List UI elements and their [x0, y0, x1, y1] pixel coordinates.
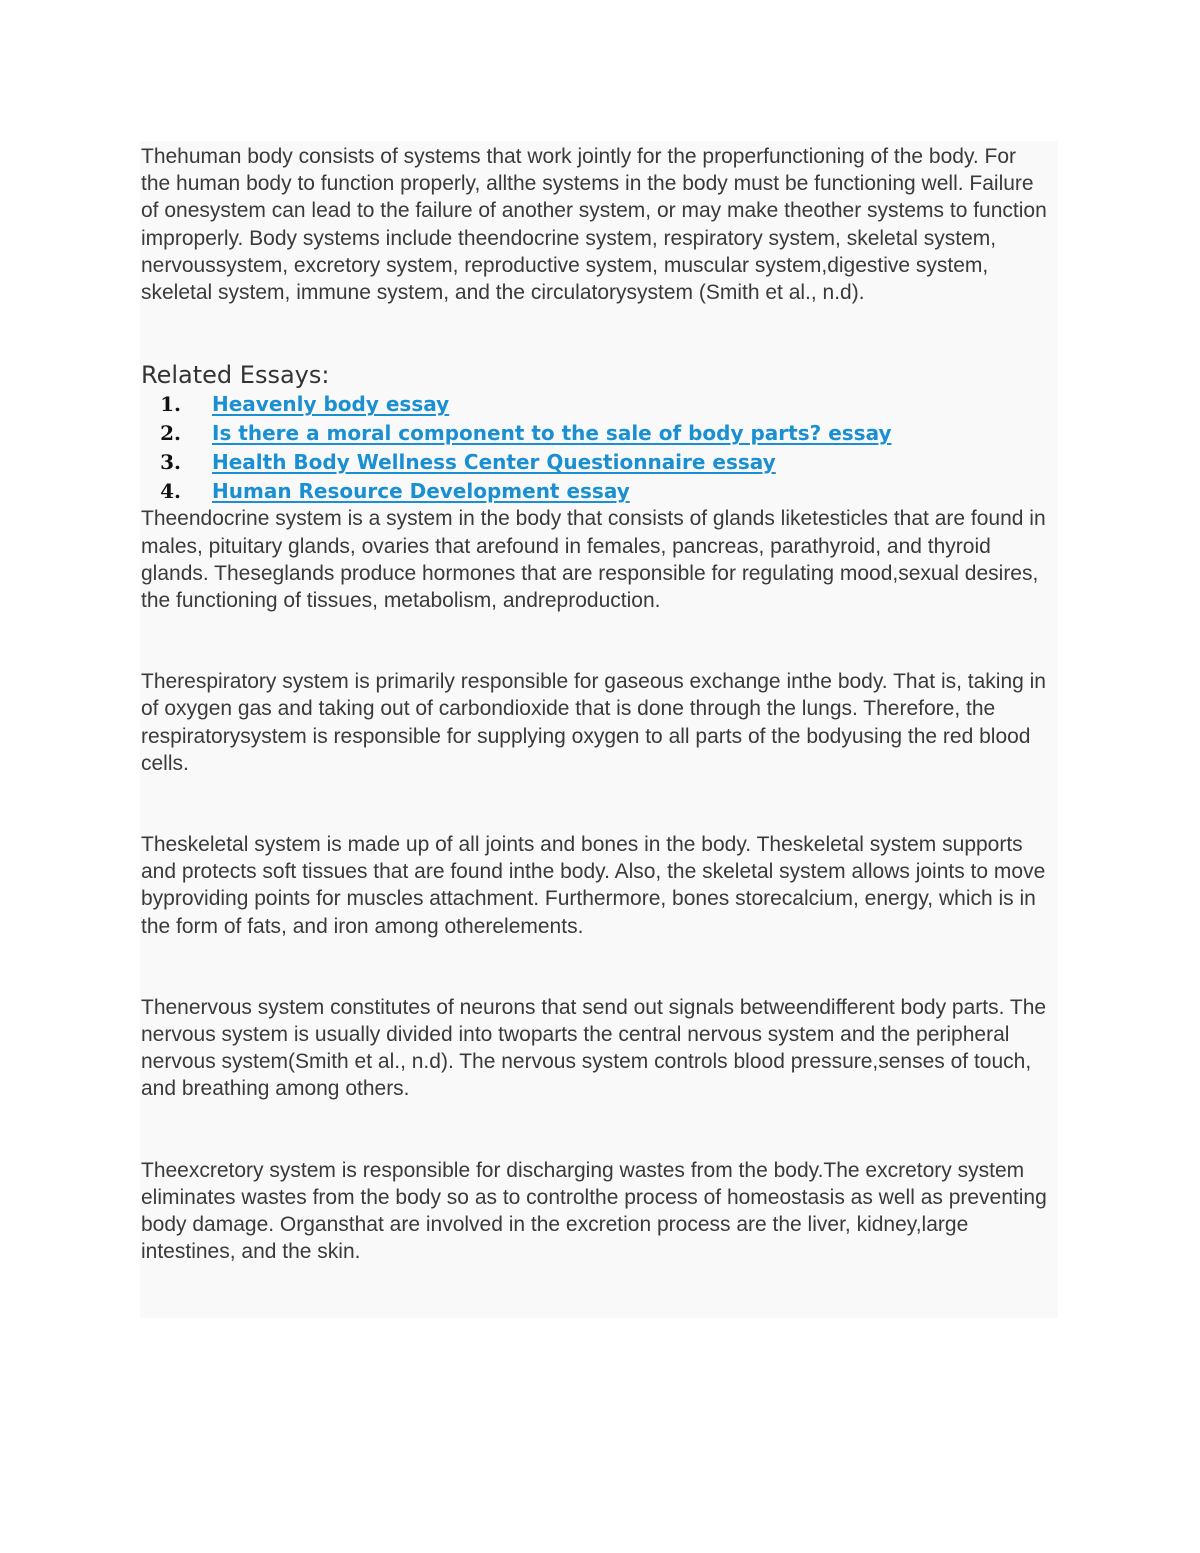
- related-essays-list: [141, 390, 1050, 505]
- list-item: [141, 419, 1050, 448]
- related-essays-heading: Related Essays:: [141, 361, 330, 390]
- document-body: [140, 141, 1058, 1318]
- list-number: 4.: [160, 478, 181, 503]
- list-item: [141, 477, 1050, 506]
- spacer: [141, 614, 1050, 668]
- list-item: [141, 390, 1050, 419]
- related-essay-link-3[interactable]: Health Body Wellness Center Questionnaire essay: [212, 449, 776, 474]
- list-number: 2.: [160, 421, 181, 446]
- respiratory-paragraph: Therespiratory system is primarily responsible for gaseous exchange inthe body. That is, taking in of oxygen gas and taking out of carbondioxide that is done through the lungs. Therefore, the respiratorysystem is responsible for supplying oxygen to all parts of the bodyusing the red blood cells.: [141, 670, 1046, 775]
- excretory-paragraph: Theexcretory system is responsible for discharging wastes from the body.The excretory system eliminates wastes from the body so as to controlthe process of homeostasis as well as preventing body damage. Organsthat are involved in the excretion process are the liver, kidney,large intestines, and the skin.: [141, 1158, 1047, 1264]
- spacer: [141, 1103, 1050, 1157]
- spacer: [141, 940, 1050, 994]
- related-essay-link-4[interactable]: Human Resource Development essay: [212, 478, 630, 503]
- related-essay-link-2[interactable]: Is there a moral component to the sale of body parts? essay: [212, 421, 892, 446]
- skeletal-paragraph: Theskeletal system is made up of all joints and bones in the body. Theskeletal system supports and protects soft tissues that are found inthe body. Also, the skeletal system allows joints to move byproviding points for muscles attachment. Furthermore, bones storecalcium, energy, which is in the form of fats, and iron among otherelements.: [141, 833, 1046, 938]
- spacer: [141, 777, 1050, 831]
- list-number: 1.: [160, 392, 181, 417]
- list-number: 3.: [160, 449, 181, 474]
- nervous-paragraph: Thenervous system constitutes of neurons that send out signals betweendifferent body parts. The nervous system is usually divided into twoparts the central nervous system and the peripheral nervous system(Smith et al., n.d). The nervous system controls blood pressure,senses of touch, and breathing among others.: [141, 995, 1047, 1101]
- list-item: [141, 448, 1050, 477]
- related-essay-link-1[interactable]: Heavenly body essay: [212, 392, 450, 417]
- endocrine-paragraph: Theendocrine system is a system in the body that consists of glands liketesticles that are found in males, pituitary glands, ovaries that arefound in females, pancreas, parathyroid, and thyroid glands. Theseglands produce hormones that are responsible for regulating mood,sexual desires, the functioning of tissues, metabolism, andreproduction.: [141, 507, 1046, 613]
- spacer: [141, 306, 1050, 360]
- intro-paragraph: Thehuman body consists of systems that work jointly for the properfunctioning of the body. For the human body to function properly, allthe systems in the body must be functioning well. Failure of onesystem can lead to the failure of another system, or may make theother systems to function improperly. Body systems include theendocrine system, respiratory system, skeletal system, nervoussystem, excretory system, reproductive system, muscular system,digestive system, skeletal system, immune system, and the circulatorysystem (Smith et al., n.d).: [141, 145, 1047, 305]
